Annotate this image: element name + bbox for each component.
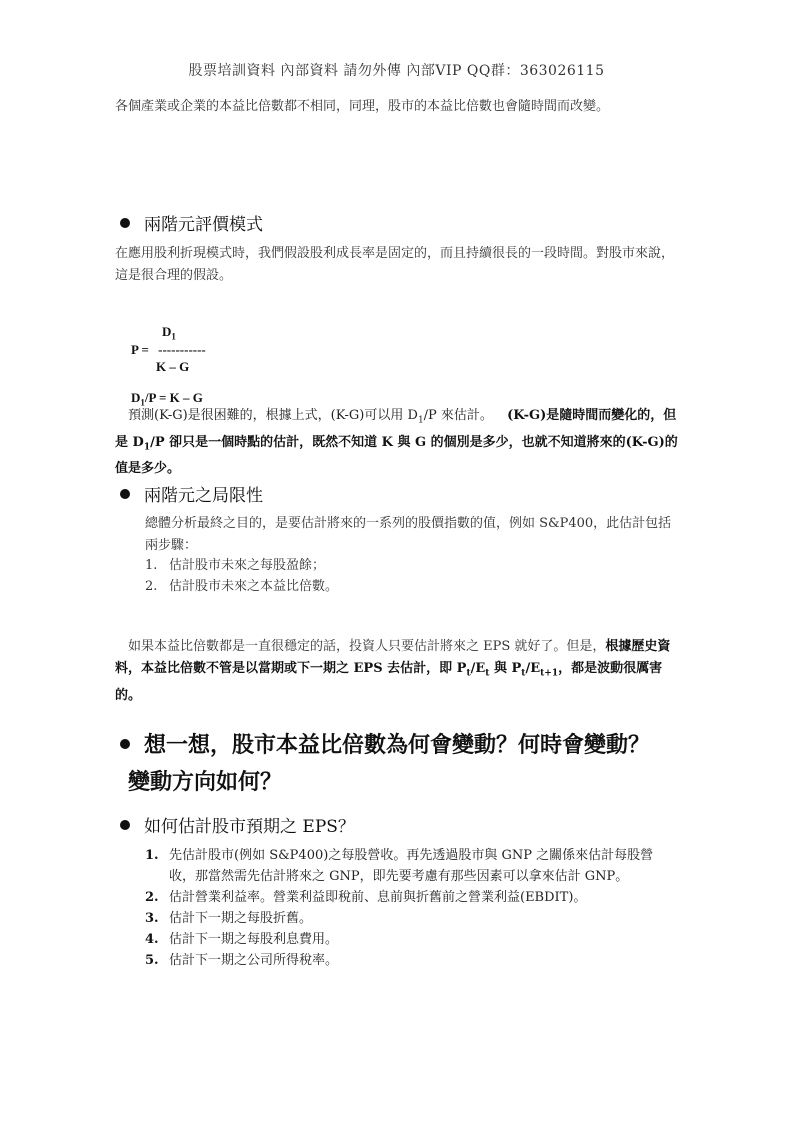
limits-steps-list — [145, 555, 675, 597]
formula-main-line — [131, 342, 206, 358]
pe-volatility-paragraph: 如果本益比倍數都是一直很穩定的話，投資人只要估計將來之 EPS 就好了。但是，根據歷史資料，本益比倍數不管是以當期或下一期之 EPS 去估計，即 $P_t/E_t$ 與 $P_t/E_{t+1}$，都是波動很厲害的。 — [115, 639, 671, 703]
section-limits-title: 兩階元之局限性 — [144, 486, 263, 506]
formula-numerator: $D_1$ — [162, 324, 176, 342]
section-limits-heading — [120, 481, 263, 506]
formula-explanation: 預測(K-G)是很困難的，根據上式，(K-G)可以用 $D_1/P$ 來估計。 (K-G)是隨時間而變化的，但是 $D_1/P$ 卻只是一個時點的估計，既然不知道 K 與 G 的個別是多少，也就不知道將來的(K-G)的值是多少。 — [115, 408, 678, 477]
eps-steps-list — [145, 845, 675, 971]
list-item: 5. 估計下一期之公司所得稅率。 — [145, 953, 339, 968]
bullet-icon — [120, 820, 130, 830]
list-item: 1. 先估計股市(例如 S&P400)之每股營收。再先透過股市與 GNP 之關係來估計每股營收，那當然需先估計將來之 GNP，即先要考慮有那些因素可以拿來估計 GNP。 — [145, 848, 654, 884]
section-ddm-title: 兩階元評價模式 — [144, 215, 263, 235]
formula-fraction-bar: ----------- — [158, 342, 206, 357]
formula-second: $D_1/P = K - G$ — [131, 390, 203, 408]
formula-lhs: P = — [131, 342, 149, 357]
bullet-icon — [120, 739, 130, 749]
list-item: 3. 估計下一期之每股折舊。 — [145, 911, 313, 926]
intro-paragraph: 各個產業或企業的本益比倍數都不相同，同理，股市的本益比倍數也會隨時間而改變。 — [115, 99, 610, 114]
section-limits-paragraph: 總體分析最終之目的，是要估計將來的一系列的股價指數的值，例如 S&P400，此估計包括兩步驟： — [145, 516, 672, 553]
question-line-2: 變動方向如何？ — [128, 769, 283, 795]
list-item: 2. 估計營業利益率。營業利益即稅前、息前與折舊前之營業利益(EBDIT)。 — [145, 890, 587, 905]
section-eps-title: 如何估計股市預期之 EPS？ — [144, 817, 355, 837]
bullet-icon — [120, 218, 130, 228]
list-item: 4. 估計下一期之每股利息費用。 — [145, 932, 339, 947]
section-ddm-heading — [120, 210, 263, 235]
section-eps-heading — [120, 812, 355, 837]
section-ddm-paragraph: 在應用股利折現模式時，我們假設股利成長率是固定的，而且持續很長的一段時間。對股市來說，這是很合理的假設。 — [115, 246, 675, 283]
list-item: 2. 估計股市未來之本益比倍數。 — [145, 579, 339, 594]
question-heading — [120, 728, 650, 759]
list-item: 1. 估計股市未來之每股盈餘； — [145, 558, 326, 573]
formula-denominator: K – G — [156, 359, 190, 374]
bullet-icon — [120, 489, 130, 499]
document-header-watermark: 股票培訓資料 內部資料 請勿外傳 內部VIP QQ群：363026115 — [188, 63, 605, 79]
question-line-1: 想一想，股市本益比倍數為何會變動？何時會變動？ — [144, 732, 651, 758]
